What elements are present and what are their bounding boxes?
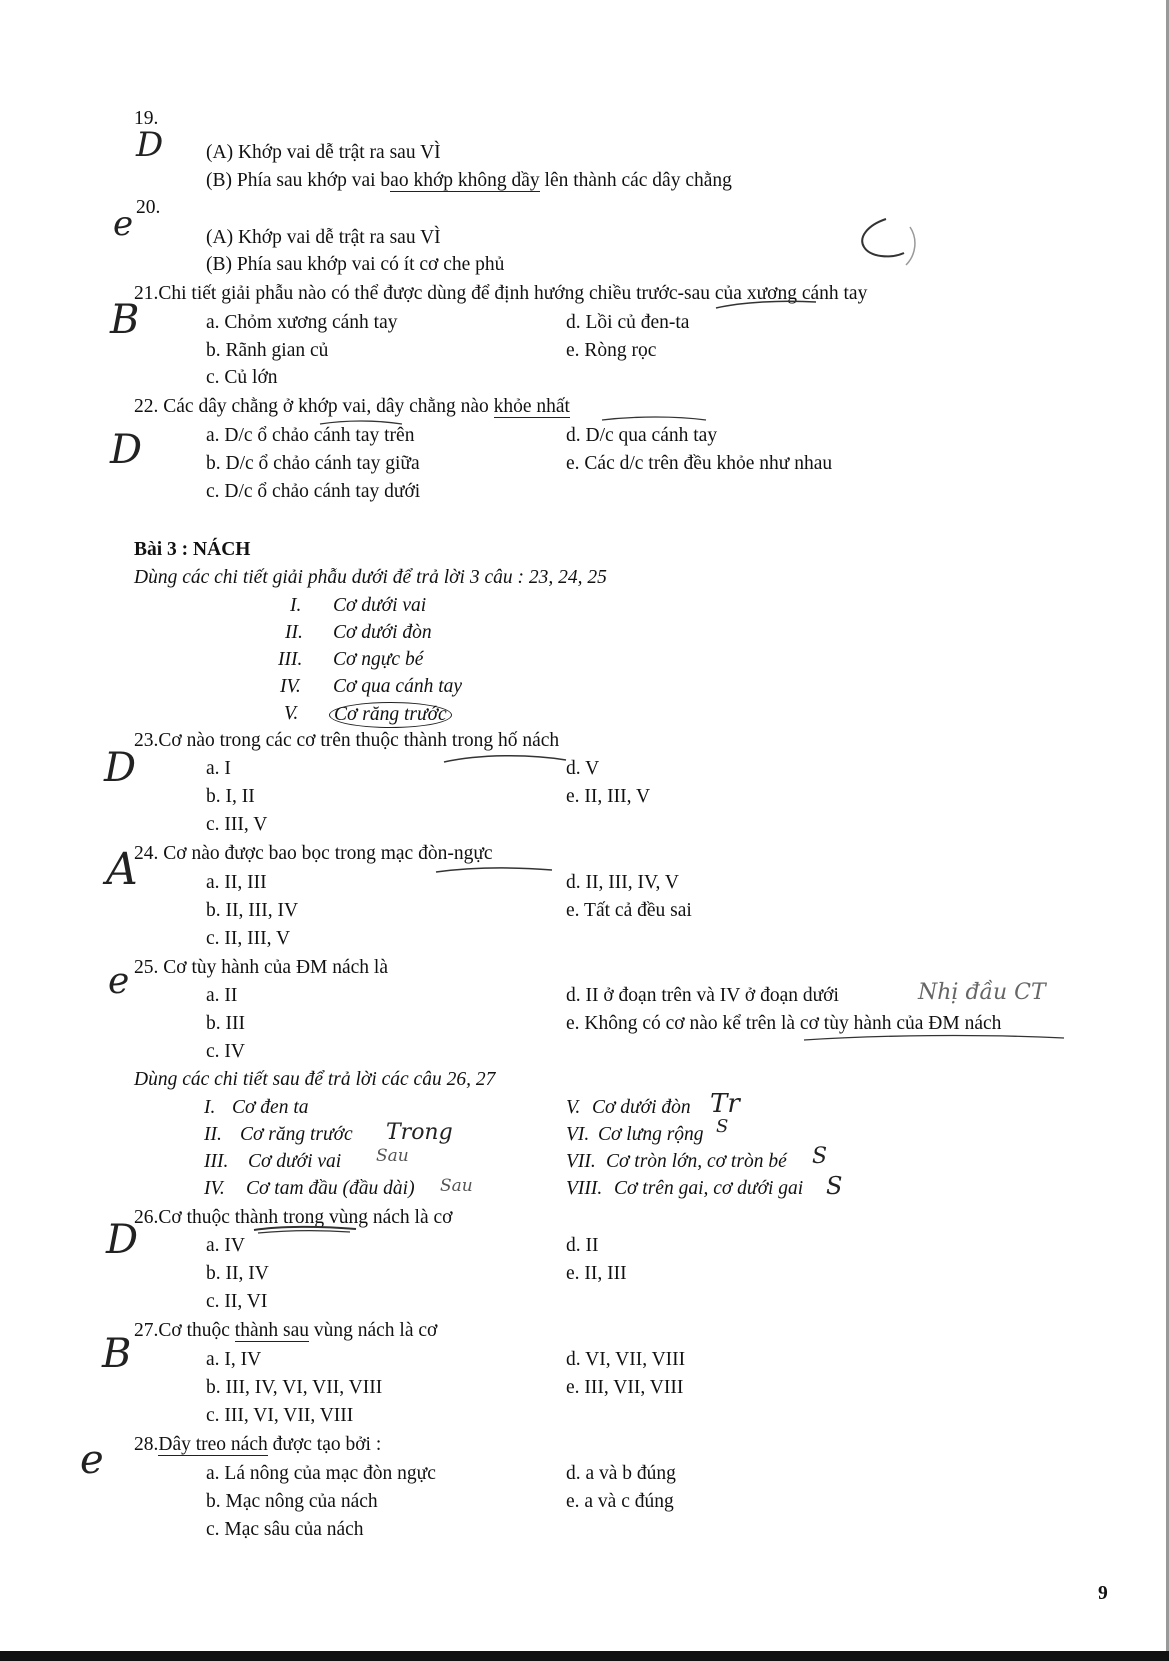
section-title: Bài 3 : NÁCH <box>134 539 251 560</box>
q22-handwritten-answer: D <box>110 427 143 473</box>
group2-left-num-4: IV. <box>204 1178 225 1199</box>
group2-left-num-3: III. <box>204 1151 229 1172</box>
q21-option-d: d. Lồi củ đen-ta <box>566 312 690 333</box>
pen-underline-stroke <box>250 1222 360 1236</box>
q21-option-e: e. Ròng rọc <box>566 340 657 361</box>
group2-right-num-5: V. <box>566 1097 581 1118</box>
q24-option-a: a. II, III <box>206 872 267 893</box>
group2-right-num-7: VII. <box>566 1151 596 1172</box>
q22-stem: 22. Các dây chằng ở khớp vai, dây chằng nào khỏe nhất <box>134 396 570 417</box>
q28-stem: 28.Dây treo nách được tạo bởi : <box>134 1434 382 1455</box>
q28-handwritten-answer: e <box>80 1437 104 1483</box>
q23-option-a: a. I <box>206 758 231 779</box>
list1-num-5: V. <box>284 703 299 724</box>
group2-right-hw-5: Tr <box>710 1089 740 1119</box>
q23-stem: 23.Cơ nào trong các cơ trên thuộc thành trong hố nách <box>134 730 560 751</box>
q28-option-d: d. a và b đúng <box>566 1463 676 1484</box>
pen-underline-strokes <box>316 414 716 430</box>
q26-handwritten-answer: D <box>106 1217 139 1263</box>
group2-right-num-8: VIII. <box>566 1178 603 1199</box>
group2-left-num-1: I. <box>204 1097 216 1118</box>
q25-option-d: d. II ở đoạn trên và IV ở đoạn dưới <box>566 985 839 1006</box>
q27-option-a: a. I, IV <box>206 1349 262 1370</box>
list1-num-4: IV. <box>280 676 301 697</box>
group2-left-item-1: Cơ đen ta <box>232 1097 309 1118</box>
q24-option-c: c. II, III, V <box>206 928 291 949</box>
page-number: 9 <box>1098 1583 1108 1604</box>
q27-option-d: d. VI, VII, VIII <box>566 1349 686 1370</box>
q22-option-e: e. Các d/c trên đều khỏe như nhau <box>566 453 833 474</box>
q20-statement-a: (A) Khớp vai dễ trật ra sau VÌ <box>206 227 441 248</box>
group2-left-num-2: II. <box>204 1124 222 1145</box>
group2-right-item-5: Cơ dưới đòn <box>592 1097 691 1118</box>
pen-scribble-mark <box>848 215 928 275</box>
group2-left-hw-3: Sau <box>376 1146 409 1166</box>
group2-left-item-4: Cơ tam đầu (đầu dài) <box>246 1178 415 1199</box>
list1-item-1: Cơ dưới vai <box>333 595 427 616</box>
group2-right-num-6: VI. <box>566 1124 590 1145</box>
list1-num-1: I. <box>290 595 302 616</box>
q27-stem: 27.Cơ thuộc thành sau vùng nách là cơ <box>134 1320 438 1341</box>
q19-handwritten-answer: D <box>136 125 164 165</box>
list1-num-2: II. <box>285 622 303 643</box>
q27-option-b: b. III, IV, VI, VII, VIII <box>206 1377 383 1398</box>
q25-option-c: c. IV <box>206 1041 245 1062</box>
section-intro: Dùng các chi tiết giải phẫu dưới để trả lời 3 câu : 23, 24, 25 <box>134 567 607 588</box>
q22-option-b: b. D/c ổ chảo cánh tay giữa <box>206 453 420 474</box>
group2-left-item-2: Cơ răng trước <box>240 1124 353 1145</box>
q19-number: 19. <box>134 108 159 129</box>
q25-handwritten-answer: e <box>108 961 130 1002</box>
group2-right-item-8: Cơ trên gai, cơ dưới gai <box>614 1178 804 1199</box>
q28-option-c: c. Mạc sâu của nách <box>206 1519 364 1540</box>
group2-intro: Dùng các chi tiết sau để trả lời các câu 26, 27 <box>134 1069 496 1090</box>
q23-option-d: d. V <box>566 758 600 779</box>
q26-option-e: e. II, III <box>566 1263 627 1284</box>
q23-option-b: b. I, II <box>206 786 255 807</box>
group2-right-item-6: Cơ lưng rộng <box>598 1124 704 1145</box>
q21-option-c: c. Củ lớn <box>206 367 278 388</box>
group2-left-hw-2: Trong <box>386 1120 453 1145</box>
q25-handwritten-note: Nhị đầu CT <box>918 980 1046 1005</box>
group2-right-hw-8: S <box>826 1172 843 1200</box>
q28-option-a: a. Lá nông của mạc đòn ngực <box>206 1463 436 1484</box>
q23-option-e: e. II, III, V <box>566 786 651 807</box>
q27-option-c: c. III, VI, VII, VIII <box>206 1405 354 1426</box>
q19-statement-a: (A) Khớp vai dễ trật ra sau VÌ <box>206 142 441 163</box>
list1-item-5-circled: Cơ răng trước <box>329 702 452 728</box>
group2-left-hw-4: Sau <box>440 1176 473 1196</box>
group2-right-item-7: Cơ tròn lớn, cơ tròn bé <box>606 1151 787 1172</box>
group2-right-hw-6: S <box>716 1116 729 1137</box>
q27-option-e: e. III, VII, VIII <box>566 1377 684 1398</box>
q26-option-d: d. II <box>566 1235 599 1256</box>
q22-option-d: d. D/c qua cánh tay <box>566 425 718 446</box>
q20-number: 20. <box>136 197 161 218</box>
q27-handwritten-answer: B <box>102 1331 132 1377</box>
q21-stem: 21.Chi tiết giải phẫu nào có thể được dùng để định hướng chiều trước-sau của xương cánh tay <box>134 283 868 304</box>
group2-right-hw-7: S <box>812 1144 828 1169</box>
q21-option-b: b. Rãnh gian củ <box>206 340 329 361</box>
q19-statement-b: (B) Phía sau khớp vai bao khớp không dầy lên thành các dây chằng <box>206 170 732 191</box>
q25-stem: 25. Cơ tùy hành của ĐM nách là <box>134 957 389 978</box>
pen-underline-stroke <box>440 752 570 766</box>
q26-option-c: c. II, VI <box>206 1291 268 1312</box>
q25-option-e: e. Không có cơ nào kể trên là cơ tùy hành của ĐM nách <box>566 1013 1002 1034</box>
list1-item-2: Cơ dưới đòn <box>333 622 432 643</box>
q20-statement-b: (B) Phía sau khớp vai có ít cơ che phủ <box>206 254 505 275</box>
q26-option-b: b. II, IV <box>206 1263 269 1284</box>
q26-option-a: a. IV <box>206 1235 245 1256</box>
q22-option-a: a. D/c ổ chảo cánh tay trên <box>206 425 415 446</box>
scan-bottom-edge <box>0 1651 1169 1661</box>
q28-option-b: b. Mạc nông của nách <box>206 1491 378 1512</box>
q24-option-d: d. II, III, IV, V <box>566 872 680 893</box>
pen-underline-stroke <box>800 1032 1070 1046</box>
q24-handwritten-answer: A <box>106 844 138 895</box>
q24-stem: 24. Cơ nào được bao bọc trong mạc đòn-ngực <box>134 843 493 864</box>
list1-item-3: Cơ ngực bé <box>333 649 424 670</box>
pen-underline-stroke <box>434 864 554 876</box>
q22-option-c: c. D/c ổ chảo cánh tay dưới <box>206 481 421 502</box>
list1-item-4: Cơ qua cánh tay <box>333 676 463 697</box>
q26-stem: 26.Cơ thuộc thành trong vùng nách là cơ <box>134 1207 453 1228</box>
q28-option-e: e. a và c đúng <box>566 1491 674 1512</box>
q25-option-b: b. III <box>206 1013 245 1034</box>
list1-num-3: III. <box>278 649 303 670</box>
pen-underline-stroke <box>712 298 822 312</box>
q24-option-b: b. II, III, IV <box>206 900 299 921</box>
q24-option-e: e. Tất cả đều sai <box>566 900 692 921</box>
q25-option-a: a. II <box>206 985 238 1006</box>
q21-option-a: a. Chỏm xương cánh tay <box>206 312 398 333</box>
q23-option-c: c. III, V <box>206 814 268 835</box>
q21-handwritten-answer: B <box>110 297 140 343</box>
q20-handwritten-answer: e <box>113 204 134 244</box>
group2-left-item-3: Cơ dưới vai <box>248 1151 342 1172</box>
q23-handwritten-answer: D <box>104 745 137 791</box>
